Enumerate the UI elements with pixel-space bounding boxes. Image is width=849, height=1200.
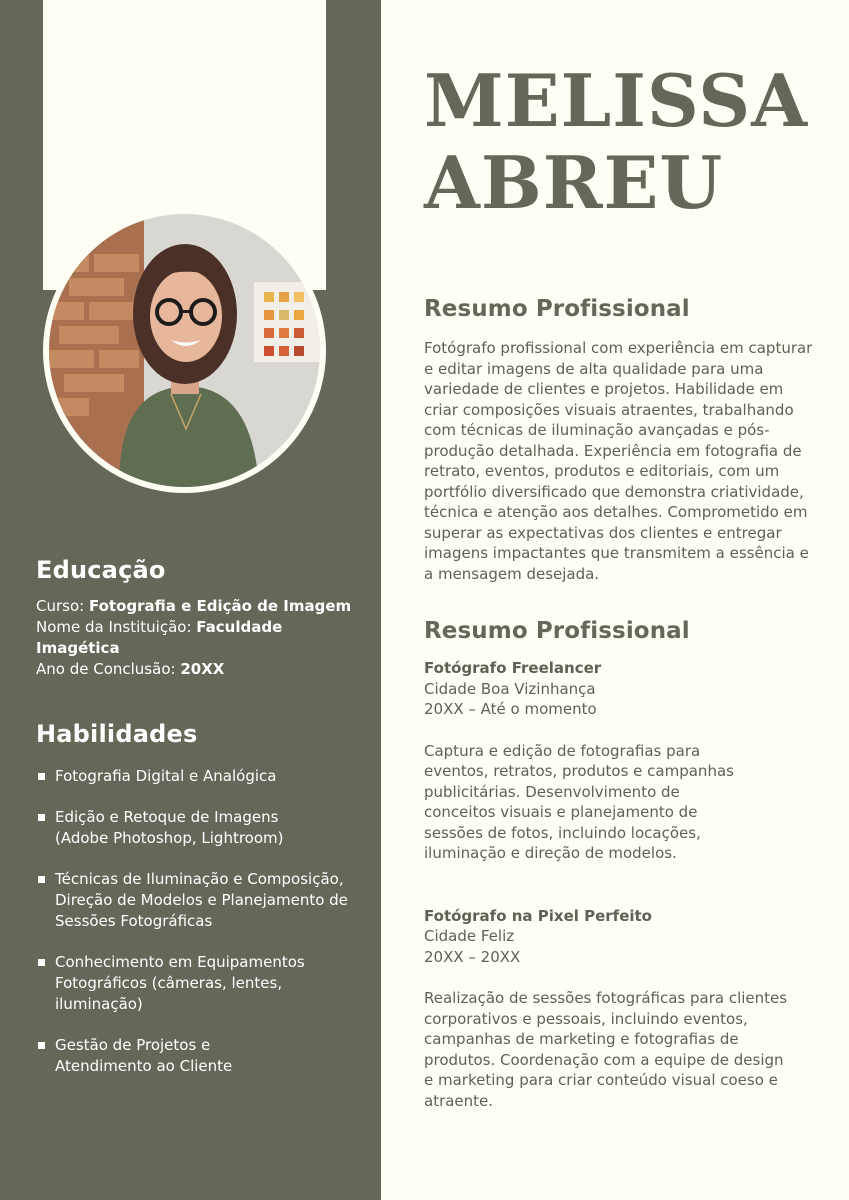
skill-item: Conhecimento em Equipamentos Fotográficos (câmeras, lentes, iluminação) <box>36 952 320 1015</box>
job-entry <box>424 906 789 1112</box>
job-title: Fotógrafo na Pixel Perfeito <box>424 906 652 925</box>
education-section <box>36 556 356 680</box>
job-description: Captura e edição de fotografias para eventos, retratos, produtos e campanhas publicitárias. Desenvolvimento de conceitos visuais e planejamento de sessões de fotos, incluindo locações, iluminação e direção de modelos. <box>424 741 734 862</box>
skill-item: Fotografia Digital e Analógica <box>36 766 356 787</box>
bullet-square-icon <box>38 876 45 883</box>
name-line-2: ABREU <box>424 140 724 225</box>
job-entry <box>424 658 754 864</box>
experience-section <box>424 618 819 1111</box>
summary-section <box>424 296 819 584</box>
skills-section <box>36 720 356 1097</box>
bullet-square-icon <box>38 773 45 780</box>
experience-heading: Resumo Profissional <box>424 618 690 644</box>
skills-list <box>36 766 356 1077</box>
summary-text: Fotógrafo profissional com experiência em capturar e editar imagens de alta qualidade para uma variedade de clientes e projetos. Habilidade em criar composições visuais atraentes, trabalhando com técnicas de iluminação avançadas e pós-produção detalhada. Experiência em fotografia de retrato, eventos, produtos e editoriais, com um portfólio diversificado que demonstra criatividade, técnica e atenção aos detalhes. Comprometido em superar as expectativas dos clientes e entregar imagens impactantes que transmitem a essência e a mensagem desejada. <box>424 339 813 583</box>
job-description: Realização de sessões fotográficas para clientes corporativos e pessoais, incluindo eventos, campanhas de marketing e fotografias de produtos. Coordenação com a equipe de design e marketing para criar conteúdo visual coeso e atraente. <box>424 989 788 1110</box>
education-year: Ano de Conclusão: 20XX <box>36 660 225 678</box>
candidate-name <box>424 60 808 224</box>
skill-item: Gestão de Projetos e Atendimento ao Cliente <box>36 1035 245 1077</box>
education-institution: Nome da Instituição: Faculdade Imagética <box>36 618 283 657</box>
bullet-square-icon <box>38 959 45 966</box>
job-location: Cidade Feliz <box>424 927 515 945</box>
bullet-square-icon <box>38 1042 45 1049</box>
job-period: 20XX – Até o momento <box>424 700 597 718</box>
job-period: 20XX – 20XX <box>424 947 521 966</box>
education-heading: Educação <box>36 556 166 584</box>
skills-heading: Habilidades <box>36 720 198 748</box>
education-course: Curso: Fotografia e Edição de Imagem <box>36 597 352 615</box>
skill-item: Edição e Retoque de Imagens (Adobe Photoshop, Lightroom) <box>36 807 285 849</box>
profile-photo <box>49 214 320 487</box>
bullet-square-icon <box>38 814 45 821</box>
job-title: Fotógrafo Freelancer <box>424 659 602 677</box>
job-location: Cidade Boa Vizinhança <box>424 679 596 698</box>
name-line-1: MELISSA <box>424 58 809 143</box>
skill-item: Técnicas de Iluminação e Composição, Direção de Modelos e Planejamento de Sessões Fotográficas <box>36 869 355 932</box>
summary-heading: Resumo Profissional <box>424 296 690 322</box>
